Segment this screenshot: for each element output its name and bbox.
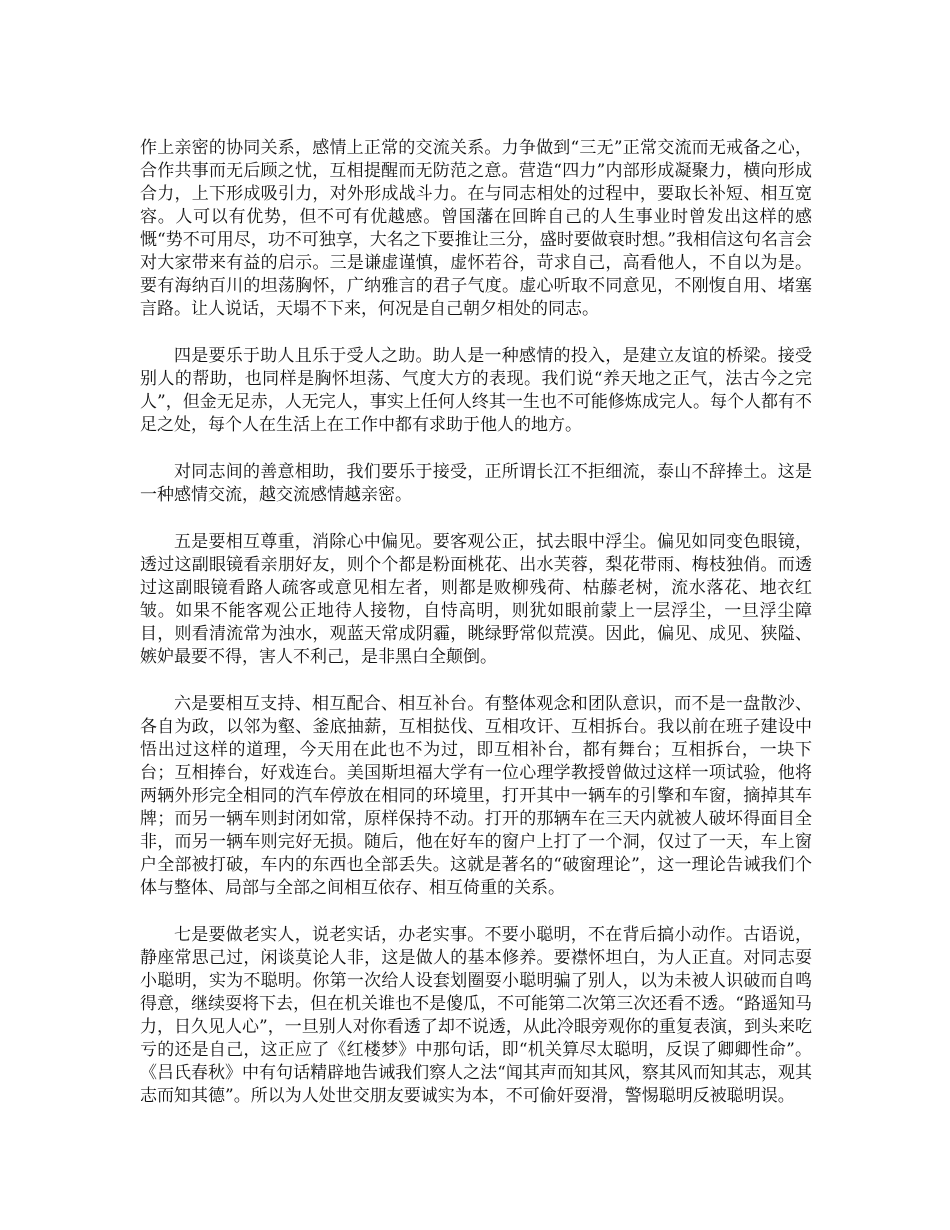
document-page — [140, 137, 812, 1132]
paragraph-point-six: 六是要相互支持、相互配合、相互补台。有整体观念和团队意识，而不是一盘散沙、各自为政，以邻为壑、釜底抽薪，互相挞伐、互相攻讦、互相拆台。我以前在班子建设中悟出过这样的道理，今天用在此也不为过，即互相补台，都有舞台；互相拆台，一块下台；互相捧台，好戏连台。美国斯坦福大学有一位心理学教授曾做过这样一项试验，他将两辆外形完全相同的汽车停放在相同的环境里，打开其中一辆车的引擎和车窗，摘掉其车牌；而另一辆车则封闭如常，原样保持不动。打开的那辆车在三天内就被人破坏得面目全非，而另一辆车则完好无损。随后，他在好车的窗户上打了一个洞，仅过了一天，车上窗户全部被打破，车内的东西也全部丢失。这就是著名的“破窗理论”，这一理论告诫我们个体与整体、局部与全部之间相互依存、相互倚重的关系。 — [140, 694, 812, 898]
paragraph-point-seven: 七是要做老实人，说老实话，办老实事。不要小聪明，不在背后搞小动作。古语说，静座常思己过，闲谈莫论人非，这是做人的基本修养。要襟怀坦白，为人正直。对同志耍小聪明，实为不聪明。你第一次给人设套划圈耍小聪明骗了别人，以为未被人识破而自鸣得意，继续耍将下去，但在机关谁也不是傻瓜，不可能第二次第三次还看不透。“路遥知马力，日久见人心”，一旦别人对你看透了却不说透，从此冷眼旁观你的重复表演，到头来吃亏的还是自己，这正应了《红楼梦》中那句话，即“机关算尽太聪明，反误了卿卿性命”。《吕氏春秋》中有句话精辟地告诫我们察人之法“闻其声而知其风，察其风而知其志，观其志而知其德”。所以为人处世交朋友要诚实为本，不可偷奸耍滑，警惕聪明反被聪明误。 — [140, 925, 812, 1106]
paragraph-continued: 作上亲密的协同关系，感情上正常的交流关系。力争做到“三无”正常交流而无戒备之心，合作共事而无后顾之忧，互相提醒而无防范之意。营造“四力”内部形成凝聚力，横向形成合力，上下形成吸引力，对外形成战斗力。在与同志相处的过程中，要取长补短、相互宽容。人可以有优势，但不可有优越感。曾国藩在回眸自己的人生事业时曾发出这样的感慨“势不可用尽，功不可独享，大名之下要推让三分，盛时要做衰时想。”我相信这句名言会对大家带来有益的启示。三是谦虚谨慎，虚怀若谷，苛求自己，高看他人，不自以为是。要有海纳百川的坦荡胸怀，广纳雅言的君子气度。虚心听取不同意见，不刚愎自用、堵塞言路。让人说话，天塌不下来，何况是自己朝夕相处的同志。 — [140, 138, 812, 319]
paragraph-point-four: 四是要乐于助人且乐于受人之助。助人是一种感情的投入，是建立友谊的桥梁。接受别人的帮助，也同样是胸怀坦荡、气度大方的表现。我们说“养天地之正气，法古今之完人”，但金无足赤，人无完人，事实上任何人终其一生也不可能修炼成完人。每个人都有不足之处，每个人在生活上在工作中都有求助于他人的地方。 — [140, 346, 812, 435]
paragraph-mutual-help: 对同志间的善意相助，我们要乐于接受，正所谓长江不拒细流，泰山不辞捧土。这是一种感情交流，越交流感情越亲密。 — [140, 462, 812, 505]
paragraph-point-five: 五是要相互尊重，消除心中偏见。要客观公正，拭去眼中浮尘。偏见如同变色眼镜，透过这副眼镜看亲朋好友，则个个都是粉面桃花、出水芙蓉，梨花带雨、梅枝独俏。而透过这副眼镜看路人疏客或意见相左者，则都是败柳残荷、枯藤老树，流水落花、地衣红皱。如果不能客观公正地待人接物，自恃高明，则犹如眼前蒙上一层浮尘，一旦浮尘障目，则看清流常为浊水，观蓝天常成阴霾，眺绿野常似荒漠。因此，偏见、成见、狭隘、嫉妒最要不得，害人不利己，是非黑白全颠倒。 — [140, 532, 812, 667]
